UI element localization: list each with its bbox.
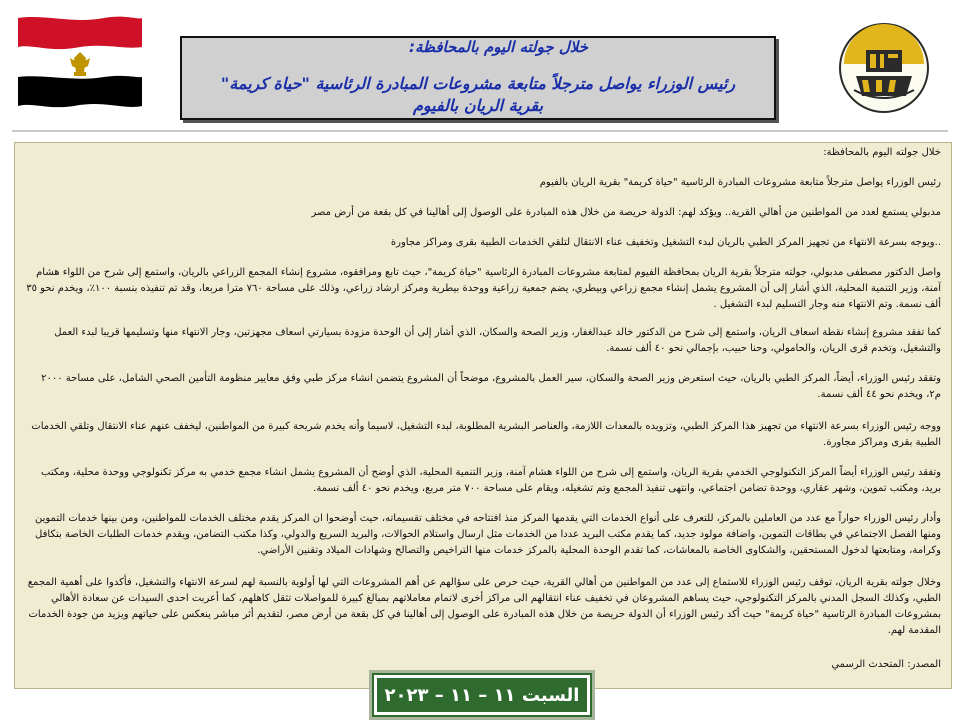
date-badge: السبت ١١ – ١١ – ٢٠٢٣ xyxy=(374,675,590,715)
article-paragraph: خلال جولته اليوم بالمحافظة: xyxy=(823,147,941,158)
egypt-flag-icon xyxy=(14,14,146,110)
headline-line-3: بقرية الريان بالفيوم xyxy=(412,96,544,115)
headline-line-2: رئيس الوزراء يواصل مترجلاً متابعة مشروعات المبادرة الرئاسية "حياة كريمة" xyxy=(220,74,736,93)
article-paragraph: وتفقد رئيس الوزراء أيضاً المركز التكنولوجي الخدمي بقرية الريان، واستمع إلى شرح من اللواء هشام آمنة، وزير التنمية المحلية، الذي أوضح أن المشروع يشمل انشاء مجمع خدمي به مركز تكنولوجي ووحدة محلية، ومكتب بريد، ومكتب تموين، وشهر عقاري، ووحدة تضامن اجتماعي، وانتهى تنفيذ المجمع وتم تشغيله، ويقام على مساحة ٧٠٠ متر مربع، ويخدم نحو ٤٠ ألف نسمة. xyxy=(41,467,941,494)
article-paragraph: وخلال جولته بقرية الريان، توقف رئيس الوزراء للاستماع إلى عدد من المواطنين من أهالي القرية، حيث حرص على سؤالهم عن أهم المشروعات التي لها أولوية بالنسبة لهم لسرعة الانتهاء والتشغيل، فأكدوا على أهمية المجمع الطبي، وكذلك السجل المدني بالمركز التكنولوجي، حيث يساهم المشروعان في تخفيف عناء انتقالهم الى مراكز أخرى لاتمام معاملاتهم بمبالغ كبيرة للمواصلات تثقل كاهلهم، كما أعربت احدى السيدات عن سعادة الأهالي بمشروعات المبادرة الرئاسية "حياة كريمة" حيث أكد رئيس الوزراء أن الدولة حريصة من خلال هذه المبادرة على الوصول إلى أهالينا في كل بقعة من أرض مصر، لتقديم أثر مباشر ينعكس على حياتهم ويزيد من جودة الخدمات المقدمة لهم. xyxy=(27,577,941,636)
headline-box xyxy=(180,36,776,120)
header-divider xyxy=(12,130,948,132)
source-note: المصدر: المتحدث الرسمي xyxy=(831,659,941,670)
article-paragraph: وأدار رئيس الوزراء حواراً مع عدد من العاملين بالمركز، للتعرف على أنواع الخدمات التي يقدمها المركز منذ افتتاحه في مختلف تقسيماته، حيث أوضحوا ان المركز يقدم مختلف الخدمات للمواطنين، ومن بينها خدمات التموين ومنها الفصل الاجتماعي في بطاقات التموين، واضافة مولود جديد، كما يقدم مكتب البريد عددا من الخدمات مثل ارسال واستلام الحوالات، والبريد السريع والدولي، وكذا مكتب التضامن، ويقدم خدمات الطلبات الخاصة بتكافل وكرامة، ومتابعتها لدخول المستحقين، والشكاوى الخاصة بالمعاشات، كما تقدم الوحدة المحلية بالمركز خدمات منها التراخيص والتصالح وشهادات الميلاد وتقنين الأراضي. xyxy=(35,513,941,556)
fayoum-governorate-logo-icon xyxy=(836,20,932,116)
article-paragraph: ووجه رئيس الوزراء بسرعة الانتهاء من تجهيز هذا المركز الطبي، وتزويده بالمعدات اللازمة، والعناصر البشرية المطلوبة، لبدء التشغيل، لاسيما وأنه يخدم شريحة كبيرة من المواطنين، ليخفف عنهم عناء الانتقال وتلقي الخدمات الطبية بقرى ومراكز مجاورة. xyxy=(31,421,941,448)
article-paragraph: وتفقد رئيس الوزراء، أيضاً، المركز الطبي بالريان، حيث استعرض وزير الصحة والسكان، سير العمل بالمشروع، موضحاً أن المشروع يتضمن انشاء مركز طبي وفق معايير منظومة التأمين الصحي الشامل، على مساحة ٢٠٠٠ م٢، ويخدم نحو ٤٤ ألف نسمة. xyxy=(41,373,941,400)
article-paragraph: مدبولي يستمع لعدد من المواطنين من أهالي القرية.. ويؤكد لهم: الدولة حريصة من خلال هذه المبادرة على الوصول إلى أهالينا في كل بقعة من أرض مصر xyxy=(311,207,941,218)
article-paragraph: واصل الدكتور مصطفى مدبولي، جولته مترجلاً بقرية الريان بمحافظة الفيوم لمتابعة مشروعات المبادرة الرئاسية "حياة كريمة"، حيث تابع ومرافقوه، مشروع إنشاء المجمع الزراعي بالريان، واستمع إلى شرح من اللواء هشام آمنة، وزير التنمية المحلية، الذي أشار إلى أن المشروع يشمل إنشاء مجمع زراعي وبيطري، يضم جمعية زراعية ووحدة بيطرية ومركز ارشاد زراعي، وذلك على مساحة ٧٦٠ مترا مربعا، وقد تم تنفيذه بنسبة ١٠٠٪، ويخدم نحو ٣٥ ألف نسمة. وتم الانتهاء منه وجار التسليم لبدء التشغيل . xyxy=(26,267,941,310)
article-paragraph: كما تفقد مشروع إنشاء نقطة اسعاف الريان، واستمع إلى شرح من الدكتور خالد عبدالغفار، وزير الصحة والسكان، الذي أشار إلى أن الوحدة مزودة بسيارتي اسعاف مجهزتين، وجار الانتهاء منها وتسليمها قريبا لبدء العمل والتشغيل، وتخدم قرى الريان، والحامولي، وحنا حبيب، بإجمالي نحو ٤٠ ألف نسمة. xyxy=(54,327,941,354)
headline-line-1: خلال جولته اليوم بالمحافظة: xyxy=(408,38,588,56)
article-paragraph: رئيس الوزراء يواصل مترجلاً متابعة مشروعات المبادرة الرئاسية "حياة كريمة" بقرية الريان بالفيوم xyxy=(539,177,941,188)
article-paragraph: ..ويوجه بسرعة الانتهاء من تجهيز المركز الطبي بالريان لبدء التشغيل وتخفيف عناء الانتقال لتلقي الخدمات الطبية بقرى ومراكز مجاورة xyxy=(390,237,941,248)
article-panel xyxy=(14,142,952,689)
